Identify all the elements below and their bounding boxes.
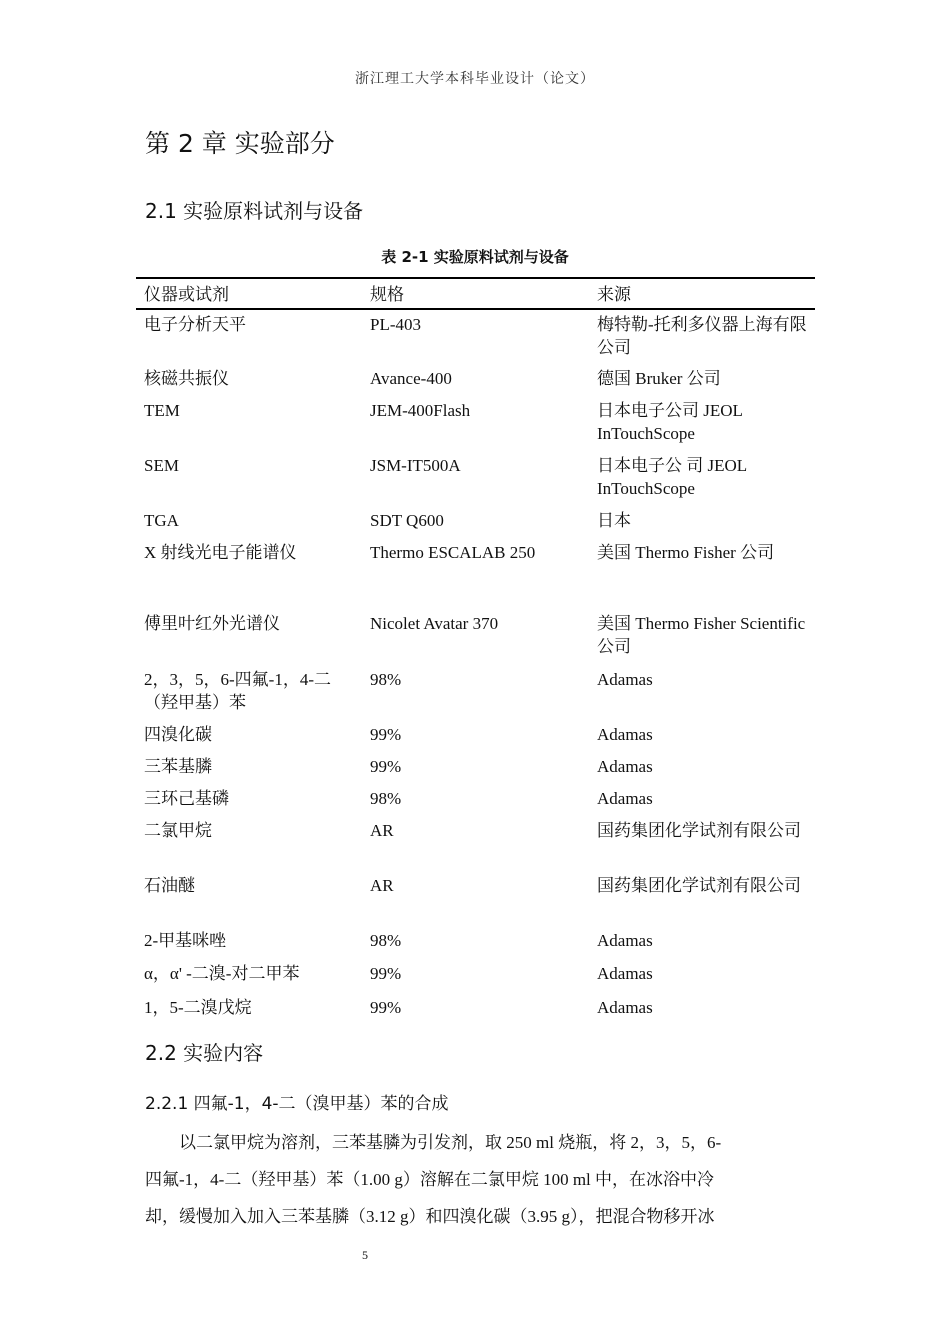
table-caption: 表 2-1 实验原料试剂与设备 [381, 248, 569, 266]
table-cell: 石油醚 [144, 876, 195, 895]
table-cell: 德国 Bruker 公司 [597, 369, 721, 388]
table-cell: 99% [370, 998, 402, 1017]
table-cell: 日本电子公 司 JEOL InTouchScope [597, 456, 747, 498]
table-cell: 98% [370, 670, 402, 689]
section-heading-2-1: 2.1 实验原料试剂与设备 [145, 199, 364, 223]
chapter-title: 第 2 章 实验部分 [145, 129, 335, 158]
table-cell: Adamas [597, 725, 653, 744]
column-header: 规格 [370, 285, 404, 304]
table-cell: 四溴化碳 [144, 725, 212, 744]
table-cell: 国药集团化学试剂有限公司 [597, 876, 801, 895]
table-cell: 美国 Thermo Fisher Scientific 公司 [597, 614, 806, 656]
paragraph-line: 却，缓慢加入加入三苯基膦（3.12 g）和四溴化碳（3.95 g），把混合物移开冰 [145, 1207, 715, 1226]
table-row [136, 752, 815, 784]
table-cell: 99% [370, 964, 402, 983]
table-cell: 98% [370, 931, 402, 950]
table-row [136, 609, 815, 665]
table-row [136, 364, 815, 396]
table-cell: 2，3，5，6-四氟-1，4-二（羟甲基）苯 [144, 670, 331, 712]
table-row [136, 959, 815, 993]
table-cell: 1，5-二溴戊烷 [144, 998, 252, 1017]
paragraph-line: 四氟-1，4-二（羟甲基）苯（1.00 g）溶解在二氯甲烷 100 ml 中，在冰浴中冷 [145, 1170, 715, 1189]
table-cell: PL-403 [370, 315, 421, 334]
table-row [136, 506, 815, 538]
table-cell: Adamas [597, 931, 653, 950]
table-cell: X 射线光电子能谱仪 [144, 543, 297, 562]
table-cell: 傅里叶红外光谱仪 [144, 614, 280, 633]
table-row [136, 720, 815, 752]
table-cell: 三苯基膦 [144, 757, 212, 776]
table-cell: Adamas [597, 964, 653, 983]
table-cell: Nicolet Avatar 370 [370, 614, 499, 633]
table-cell: SDT Q600 [370, 511, 444, 530]
table-cell: Thermo ESCALAB 250 [370, 543, 536, 562]
table-cell: 梅特勒-托利多仪器上海有限公司 [597, 315, 807, 357]
table-cell: Adamas [597, 757, 653, 776]
table-row [136, 871, 815, 926]
table-cell: 三环己基磷 [144, 789, 229, 808]
materials-table [136, 277, 815, 1025]
column-header: 来源 [597, 285, 631, 304]
table-cell: TEM [144, 401, 180, 420]
table-cell: 98% [370, 789, 402, 808]
table-cell: 美国 Thermo Fisher 公司 [597, 543, 775, 562]
table-cell: SEM [144, 456, 179, 475]
table-cell: AR [370, 821, 394, 840]
table-row [136, 926, 815, 959]
table-row [136, 310, 815, 364]
running-header: 浙江理工大学本科毕业设计（论文） [355, 72, 595, 87]
table-cell: 日本电子公司 JEOL InTouchScope [597, 401, 743, 443]
table-cell: AR [370, 876, 394, 895]
page-number: 5 [362, 1248, 368, 1262]
table-cell: 核磁共振仪 [144, 369, 229, 388]
table-row [136, 665, 815, 720]
table-row [136, 396, 815, 451]
table-cell: 99% [370, 725, 402, 744]
table-cell: Adamas [597, 670, 653, 689]
subsection-heading-2-2-1: 2.2.1 四氟-1，4-二（溴甲基）苯的合成 [145, 1094, 449, 1114]
table-header-row [136, 279, 815, 308]
table-cell: JEM-400Flash [370, 401, 471, 420]
table-row [136, 816, 815, 871]
table-cell: 国药集团化学试剂有限公司 [597, 821, 801, 840]
table-cell: Adamas [597, 789, 653, 808]
table-cell: 2-甲基咪唑 [144, 931, 227, 950]
column-header: 仪器或试剂 [144, 285, 229, 304]
table-cell: JSM-IT500A [370, 456, 461, 475]
table-cell: TGA [144, 511, 179, 530]
table-cell: 二氯甲烷 [144, 821, 212, 840]
body-paragraph [145, 1124, 809, 1235]
paragraph-line: 以二氯甲烷为溶剂，三苯基膦为引发剂，取 250 ml 烧瓶，将 2，3，5，6- [179, 1133, 722, 1152]
table-cell: Avance-400 [370, 369, 452, 388]
table-row [136, 784, 815, 816]
table-row [136, 451, 815, 506]
table-cell: Adamas [597, 998, 653, 1017]
section-heading-2-2: 2.2 实验内容 [145, 1041, 264, 1065]
table-cell: α，α' -二溴-对二甲苯 [144, 964, 300, 983]
table-row [136, 538, 815, 609]
table-row [136, 993, 815, 1025]
table-cell: 日本 [597, 511, 631, 530]
table-cell: 99% [370, 757, 402, 776]
table-cell: 电子分析天平 [144, 315, 246, 334]
